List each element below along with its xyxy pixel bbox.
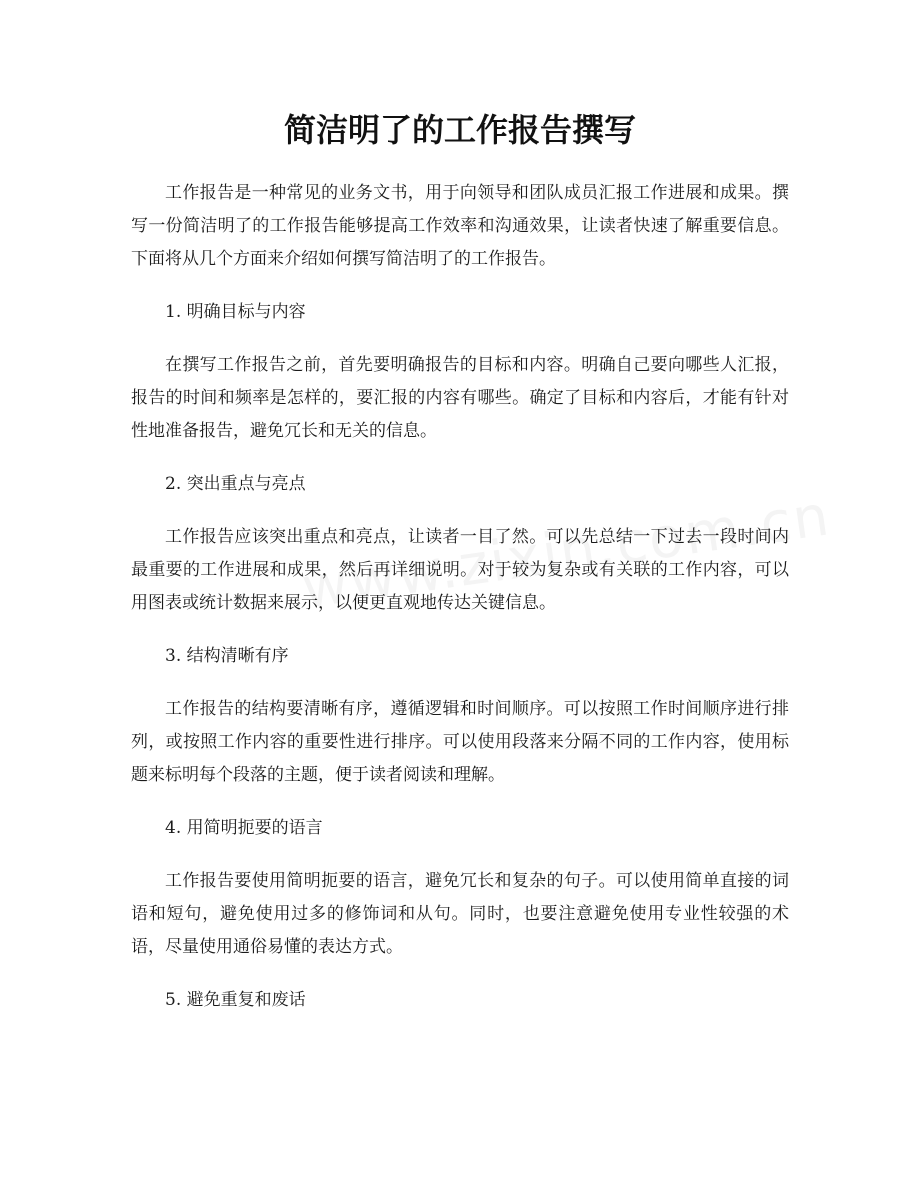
document-body bbox=[131, 177, 789, 1037]
section-body-1: 在撰写工作报告之前，首先要明确报告的目标和内容。明确自己要向哪些人汇报，报告的时间和频率是怎样的，要汇报的内容有哪些。确定了目标和内容后，才能有针对性地准备报告，避免冗长和无关的信息。 bbox=[131, 355, 789, 441]
intro-paragraph: 工作报告是一种常见的业务文书，用于向领导和团队成员汇报工作进展和成果。撰写一份简洁明了的工作报告能够提高工作效率和沟通效果，让读者快速了解重要信息。下面将从几个方面来介绍如何撰写简洁明了的工作报告。 bbox=[131, 183, 789, 269]
section-heading-3: 3. 结构清晰有序 bbox=[165, 646, 289, 666]
section-body-3: 工作报告的结构要清晰有序，遵循逻辑和时间顺序。可以按照工作时间顺序进行排列，或按照工作内容的重要性进行排序。可以使用段落来分隔不同的工作内容，使用标题来标明每个段落的主题，便于读者阅读和理解。 bbox=[131, 699, 789, 785]
section-heading-5: 5. 避免重复和废话 bbox=[165, 990, 306, 1010]
section-heading-4: 4. 用简明扼要的语言 bbox=[165, 818, 323, 838]
page-title: 简洁明了的工作报告撰写 bbox=[283, 111, 636, 149]
section-heading-2: 2. 突出重点与亮点 bbox=[165, 474, 306, 494]
section-body-4: 工作报告要使用简明扼要的语言，避免冗长和复杂的句子。可以使用简单直接的词语和短句，避免使用过多的修饰词和从句。同时，也要注意避免使用专业性较强的术语，尽量使用通俗易懂的表达方式。 bbox=[131, 871, 789, 957]
section-heading-1: 1. 明确目标与内容 bbox=[165, 302, 306, 322]
section-body-2: 工作报告应该突出重点和亮点，让读者一目了然。可以先总结一下过去一段时间内最重要的工作进展和成果，然后再详细说明。对于较为复杂或有关联的工作内容，可以用图表或统计数据来展示，以便更直观地传达关键信息。 bbox=[131, 527, 789, 613]
